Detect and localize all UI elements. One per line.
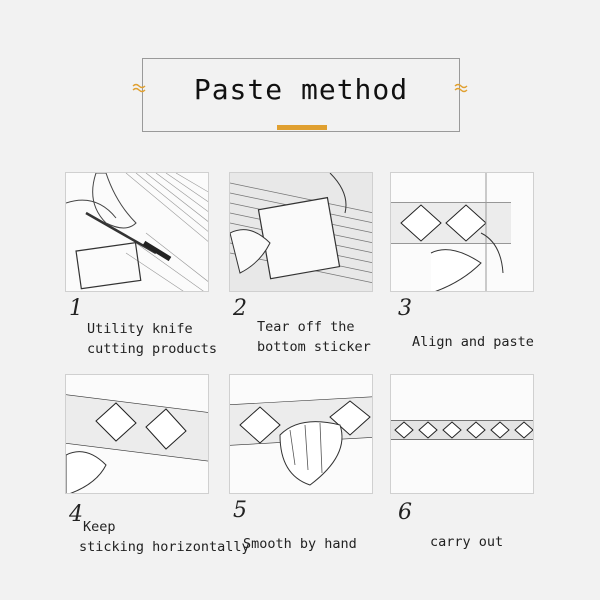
step-3 — [390, 172, 538, 372]
step-2-caption-line: bottom sticker — [257, 339, 371, 355]
title-frame — [142, 58, 460, 132]
step-1-number: 1 — [69, 296, 83, 321]
step-4-caption — [79, 517, 250, 557]
stick-horizontal-icon — [66, 375, 209, 494]
step-3-caption — [412, 332, 534, 352]
step-1-caption — [87, 319, 217, 359]
step-6-caption-line: carry out — [430, 534, 504, 550]
step-3-number: 3 — [398, 296, 412, 321]
step-4-illustration — [65, 374, 209, 494]
step-4-caption-line: Keep — [83, 519, 116, 535]
step-1 — [65, 172, 218, 372]
step-6-number: 6 — [398, 500, 412, 525]
step-2-caption — [257, 317, 371, 357]
wave-right-icon — [454, 82, 470, 94]
step-6-caption — [430, 532, 503, 552]
step-4-caption-line: sticking horizontally — [79, 539, 250, 555]
step-2-number: 2 — [233, 296, 247, 321]
smooth-by-hand-icon — [230, 375, 373, 494]
step-5-caption-line: Smooth by hand — [243, 536, 357, 552]
align-paste-icon — [391, 173, 534, 292]
step-6 — [390, 374, 538, 574]
peel-sticker-icon — [230, 173, 373, 292]
step-2 — [229, 172, 377, 372]
step-4 — [65, 374, 250, 574]
step-5-caption — [243, 534, 357, 554]
step-4-number: 4 — [69, 502, 83, 527]
step-2-caption-line: Tear off the — [257, 319, 355, 335]
step-5 — [229, 374, 377, 574]
step-2-illustration — [229, 172, 373, 292]
step-1-illustration — [65, 172, 209, 292]
step-1-caption-line: Utility knife — [87, 321, 193, 337]
step-6-illustration — [390, 374, 534, 494]
step-1-caption-line: cutting products — [87, 341, 218, 357]
page-title: Paste method — [193, 73, 409, 106]
knife-cutting-icon — [66, 173, 209, 292]
finished-border-icon — [391, 375, 534, 494]
step-3-caption-line: Align and paste — [412, 334, 534, 350]
step-3-illustration — [390, 172, 534, 292]
title-accent-bar — [277, 125, 327, 130]
step-5-number: 5 — [233, 498, 247, 523]
step-5-illustration — [229, 374, 373, 494]
wave-left-icon — [132, 82, 148, 94]
